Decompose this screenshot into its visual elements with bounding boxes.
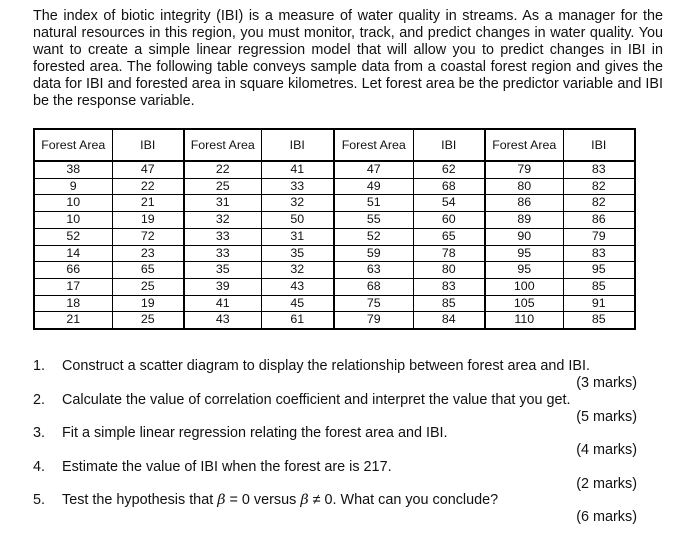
forest-area-cell: 100 — [485, 278, 563, 295]
ibi-cell: 85 — [413, 295, 485, 312]
ibi-cell: 95 — [563, 262, 635, 279]
question-text-part: ≠ 0. What can you conclude? — [308, 492, 499, 508]
forest-area-cell: 79 — [485, 161, 563, 178]
forest-area-cell: 33 — [184, 245, 261, 262]
table-row — [34, 195, 635, 212]
question-3 — [33, 425, 637, 459]
ibi-cell: 32 — [261, 262, 334, 279]
ibi-cell: 50 — [261, 212, 334, 229]
forest-area-cell: 25 — [184, 178, 261, 195]
forest-area-cell: 10 — [34, 212, 112, 229]
ibi-cell: 83 — [563, 161, 635, 178]
ibi-cell: 85 — [563, 278, 635, 295]
forest-area-cell: 49 — [334, 178, 413, 195]
question-text — [62, 492, 498, 508]
ibi-cell: 82 — [563, 195, 635, 212]
ibi-cell: 25 — [112, 312, 184, 329]
question-number: 1. — [33, 358, 46, 374]
ibi-cell: 41 — [261, 161, 334, 178]
question-text-part: Test the hypothesis that — [62, 492, 218, 508]
table-row — [34, 262, 635, 279]
forest-area-cell: 55 — [334, 212, 413, 229]
header-forest-area-2: Forest Area — [184, 129, 261, 161]
question-marks: (2 marks) — [576, 475, 637, 492]
question-2 — [33, 392, 637, 426]
forest-area-cell: 80 — [485, 178, 563, 195]
forest-area-cell: 33 — [184, 228, 261, 245]
ibi-cell: 61 — [261, 312, 334, 329]
forest-area-cell: 32 — [184, 212, 261, 229]
header-ibi-1: IBI — [112, 129, 184, 161]
table-header-row — [34, 129, 635, 161]
question-text: Estimate the value of IBI when the forest are is 217. — [62, 458, 392, 475]
question-number: 2. — [33, 391, 46, 408]
ibi-cell: 32 — [261, 195, 334, 212]
header-forest-area-4: Forest Area — [485, 129, 563, 161]
forest-area-cell: 47 — [334, 161, 413, 178]
ibi-cell: 83 — [413, 278, 485, 295]
question-number: 3. — [33, 425, 46, 441]
intro-paragraph: The index of biotic integrity (IBI) is a measure of water quality in streams. As a manager for the natural resources in this region, you must monitor, track, and predict changes in water quality. You want to create a simple linear regression model that will allow you to predict changes in IBI in forested area. The following table conveys sample data from a coastal forest region and gives the data for IBI and forested area in square kilometres. Let forest area be the predictor variable and IBI be the response variable. — [33, 8, 663, 109]
forest-area-cell: 90 — [485, 228, 563, 245]
forest-area-cell: 52 — [34, 228, 112, 245]
ibi-cell: 86 — [563, 212, 635, 229]
forest-area-cell: 31 — [184, 195, 261, 212]
table-row — [34, 228, 635, 245]
ibi-cell: 45 — [261, 295, 334, 312]
forest-area-cell: 63 — [334, 262, 413, 279]
forest-area-cell: 86 — [485, 195, 563, 212]
forest-area-cell: 18 — [34, 295, 112, 312]
table-row — [34, 245, 635, 262]
forest-area-cell: 95 — [485, 245, 563, 262]
header-forest-area-3: Forest Area — [334, 129, 413, 161]
ibi-cell: 22 — [112, 178, 184, 195]
question-marks: (6 marks) — [576, 509, 637, 525]
forest-area-cell: 38 — [34, 161, 112, 178]
ibi-cell: 91 — [563, 295, 635, 312]
ibi-cell: 54 — [413, 195, 485, 212]
header-forest-area-1: Forest Area — [34, 129, 112, 161]
table-row — [34, 278, 635, 295]
ibi-cell: 83 — [563, 245, 635, 262]
question-marks: (5 marks) — [576, 408, 637, 425]
ibi-cell: 43 — [261, 278, 334, 295]
questions-list — [33, 358, 637, 526]
question-text: Fit a simple linear regression relating the forest area and IBI. — [62, 425, 448, 441]
forest-area-cell: 59 — [334, 245, 413, 262]
ibi-cell: 60 — [413, 212, 485, 229]
question-number: 4. — [33, 458, 46, 475]
forest-area-cell: 43 — [184, 312, 261, 329]
forest-area-cell: 35 — [184, 262, 261, 279]
ibi-cell: 23 — [112, 245, 184, 262]
ibi-cell: 79 — [563, 228, 635, 245]
ibi-cell: 72 — [112, 228, 184, 245]
ibi-cell: 65 — [112, 262, 184, 279]
forest-area-cell: 52 — [334, 228, 413, 245]
ibi-cell: 78 — [413, 245, 485, 262]
ibi-cell: 62 — [413, 161, 485, 178]
question-4 — [33, 459, 637, 493]
header-ibi-4: IBI — [563, 129, 635, 161]
beta-symbol: β — [217, 492, 226, 508]
forest-area-cell: 21 — [34, 312, 112, 329]
ibi-cell: 31 — [261, 228, 334, 245]
ibi-cell: 47 — [112, 161, 184, 178]
question-text: Construct a scatter diagram to display the relationship between forest area and IBI. — [62, 358, 590, 374]
table-row — [34, 161, 635, 178]
ibi-cell: 84 — [413, 312, 485, 329]
ibi-cell: 80 — [413, 262, 485, 279]
ibi-cell: 65 — [413, 228, 485, 245]
forest-area-cell: 79 — [334, 312, 413, 329]
ibi-cell: 33 — [261, 178, 334, 195]
forest-area-cell: 17 — [34, 278, 112, 295]
question-1 — [33, 358, 637, 392]
forest-area-cell: 51 — [334, 195, 413, 212]
forest-area-cell: 9 — [34, 178, 112, 195]
forest-area-cell: 105 — [485, 295, 563, 312]
forest-area-cell: 39 — [184, 278, 261, 295]
question-text-part: = 0 versus — [225, 492, 301, 508]
forest-area-cell: 89 — [485, 212, 563, 229]
ibi-cell: 21 — [112, 195, 184, 212]
header-ibi-3: IBI — [413, 129, 485, 161]
table-row — [34, 178, 635, 195]
data-table — [33, 128, 636, 330]
ibi-cell: 35 — [261, 245, 334, 262]
forest-area-cell: 68 — [334, 278, 413, 295]
forest-area-cell: 110 — [485, 312, 563, 329]
forest-area-cell: 75 — [334, 295, 413, 312]
forest-area-cell: 14 — [34, 245, 112, 262]
ibi-cell: 82 — [563, 178, 635, 195]
ibi-cell: 19 — [112, 295, 184, 312]
table-row — [34, 295, 635, 312]
forest-area-cell: 95 — [485, 262, 563, 279]
table-row — [34, 212, 635, 229]
question-5 — [33, 492, 637, 526]
question-text: Calculate the value of correlation coefficient and interpret the value that you get. — [62, 391, 571, 408]
forest-area-cell: 10 — [34, 195, 112, 212]
question-number: 5. — [33, 492, 46, 508]
table-row — [34, 312, 635, 329]
ibi-cell: 85 — [563, 312, 635, 329]
forest-area-cell: 66 — [34, 262, 112, 279]
beta-symbol: β — [300, 492, 309, 508]
question-marks: (4 marks) — [576, 442, 637, 458]
ibi-cell: 68 — [413, 178, 485, 195]
forest-area-cell: 41 — [184, 295, 261, 312]
header-ibi-2: IBI — [261, 129, 334, 161]
question-marks: (3 marks) — [576, 375, 637, 391]
forest-area-cell: 22 — [184, 161, 261, 178]
ibi-cell: 19 — [112, 212, 184, 229]
ibi-cell: 25 — [112, 278, 184, 295]
